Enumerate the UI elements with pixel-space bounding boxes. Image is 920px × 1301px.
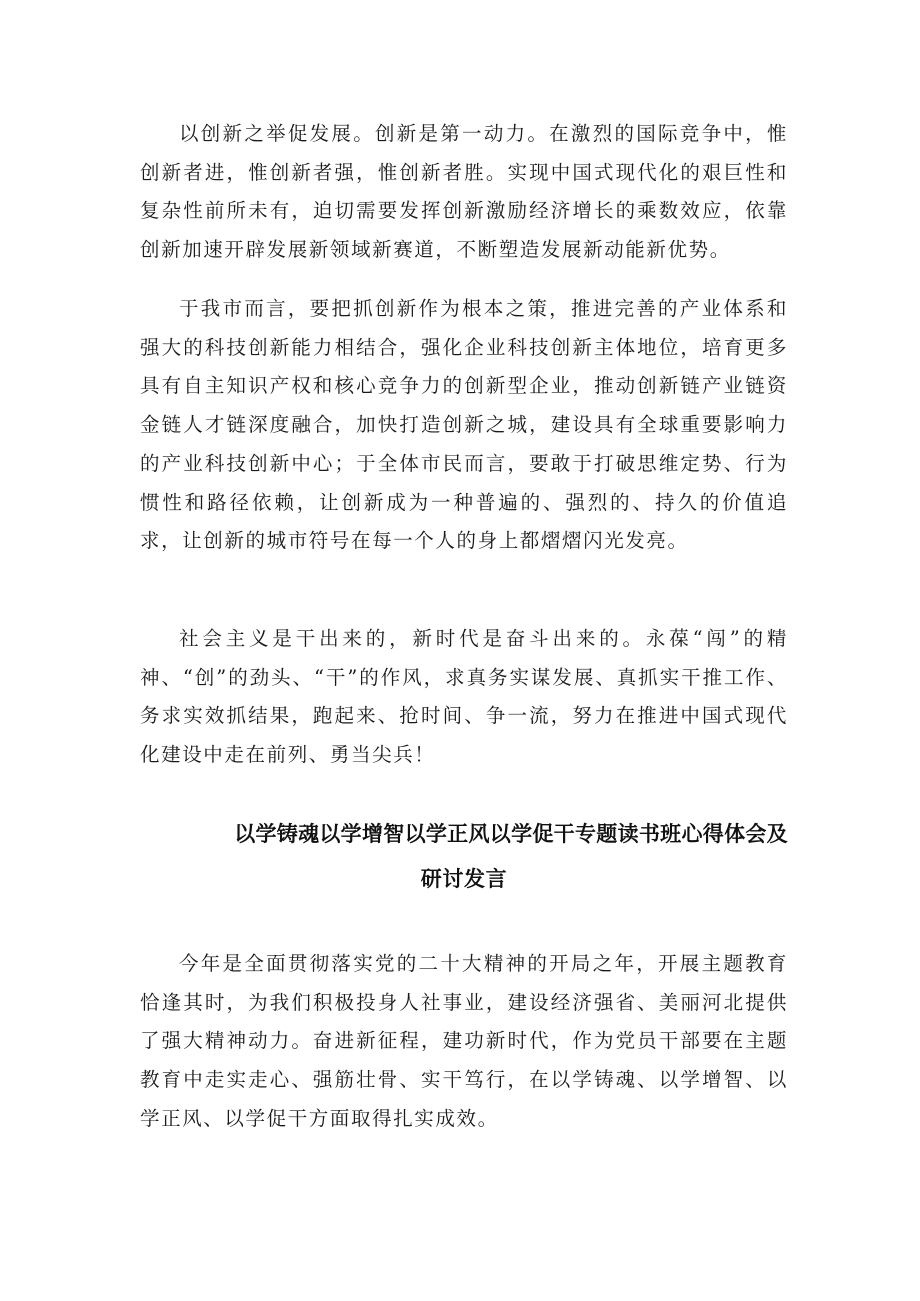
section-title-line-1: 以学铸魂以学增智以学正风以学促干专题读书班心得体会及: [234, 822, 788, 846]
section-title: [140, 812, 788, 902]
body-paragraph-theme-education: 今年是全面贯彻落实党的二十大精神的开局之年，开展主题教育恰逢其时，为我们积极投身人社事业，建设经济强省、美丽河北提供了强大精神动力。奋进新征程，建功新时代，作为党员干部要在主题教育中走实走心、强筋壮骨、实干笃行，在以学铸魂、以学增智、以学正风、以学促干方面取得扎实成效。: [140, 952, 788, 1130]
body-paragraph-city: 于我市而言，要把抓创新作为根本之策，推进完善的产业体系和强大的科技创新能力相结合，强化企业科技创新主体地位，培育更多具有自主知识产权和核心竞争力的创新型企业，推动创新链产业链资金链人才链深度融合，加快打造创新之城，建设具有全球重要影响力的产业科技创新中心；于全体市民而言，要敢于打破思维定势、行为惯性和路径依赖，让创新成为一种普遍的、强烈的、持久的价值追求，让创新的城市符号在每一个人的身上都熠熠闪光发亮。: [140, 297, 788, 553]
body-paragraph-socialism: 社会主义是干出来的，新时代是奋斗出来的。永葆“闯”的精神、“创”的劲头、“干”的作风，求真务实谋发展、真抓实干推工作、务求实效抓结果，跑起来、抢时间、争一流，努力在推进中国式现代化建设中走在前列、勇当尖兵！: [140, 627, 788, 767]
body-paragraph-innovation: 以创新之举促发展。创新是第一动力。在激烈的国际竞争中，惟创新者进，惟创新者强，惟创新者胜。实现中国式现代化的艰巨性和复杂性前所未有，迫切需要发挥创新激励经济增长的乘数效应，依靠创新加速开辟发展新领域新赛道，不断塑造发展新动能新优势。: [140, 122, 788, 262]
section-title-line-2: 研讨发言: [420, 867, 508, 891]
